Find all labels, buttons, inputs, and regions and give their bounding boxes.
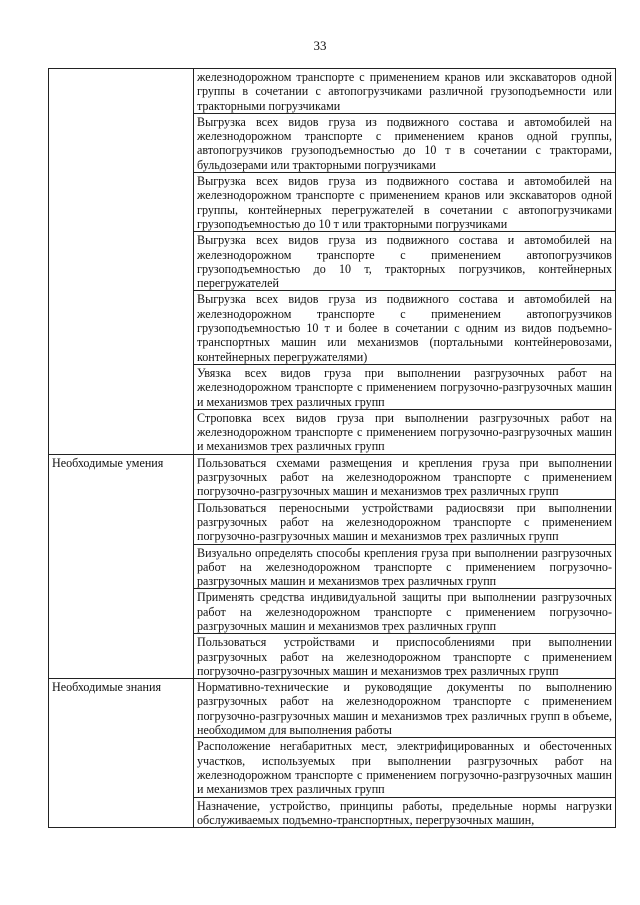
table-cell: Выгрузка всех видов груза из подвижного состава и автомобилей на железнодорожном транспорте с применением автопогрузчиков грузоподъемностью до 10 т, тракторных погрузчиков, контейнерных перегружателей	[194, 232, 616, 291]
table-cell: Применять средства индивидуальной защиты при выполнении разгрузочных работ на железнодорожном транспорте с применением погрузочно-разгрузочных машин и механизмов трех различных групп	[194, 589, 616, 634]
table-row	[49, 454, 616, 499]
table-cell: Назначение, устройство, принципы работы, предельные нормы нагрузки обслуживаемых подъемно-транспортных, перегрузочных машин,	[194, 797, 616, 828]
table-cell: Нормативно-технические и руководящие документы по выполнению разгрузочных работ на железнодорожном транспорте с применением погрузочно-разгрузочных машин и механизмов трех различных групп в объеме, необходимом для выполнения работы	[194, 679, 616, 738]
table-cell: Расположение негабаритных мест, электрифицированных и обесточенных участков, используемых при выполнении разгрузочных работ на железнодорожном транспорте с применением погрузочно-разгрузочных машин и механизмов трех различных групп	[194, 738, 616, 797]
table-cell: Пользоваться переносными устройствами радиосвязи при выполнении разгрузочных работ на железнодорожном транспорте с применением погрузочно-разгрузочных машин и механизмов трех различных групп	[194, 499, 616, 544]
table-row	[49, 69, 616, 114]
table-cell: Пользоваться схемами размещения и крепления груза при выполнении разгрузочных работ на железнодорожном транспорте с применением погрузочно-разгрузочных машин и механизмов трех различных групп	[194, 454, 616, 499]
table-cell: Выгрузка всех видов груза из подвижного состава и автомобилей на железнодорожном транспорте с применением автопогрузчиков грузоподъемностью 10 т и более в сочетании с одним из видов подъемно-транспортных машин или механизмов (портальными контейнеровозами, контейнерных перегружателями)	[194, 291, 616, 364]
table-cell: железнодорожном транспорте с применением кранов или экскаваторов одной группы в сочетании с автопогрузчиками различной грузоподъемности или тракторными погрузчиками	[194, 69, 616, 114]
table-cell: Увязка всех видов груза при выполнении разгрузочных работ на железнодорожном транспорте с применением погрузочно-разгрузочных машин и механизмов трех различных групп	[194, 364, 616, 409]
table-cell: Выгрузка всех видов груза из подвижного состава и автомобилей на железнодорожном транспорте с применением кранов одной группы, автопогрузчиков грузоподъемностью до 10 т в сочетании с тракторами, бульдозерами или тракторными погрузчиками	[194, 113, 616, 172]
table-cell: Визуально определять способы крепления груза при выполнении разгрузочных работ на железнодорожном транспорте с применением погрузочно-разгрузочных машин и механизмов трех различных групп	[194, 544, 616, 589]
section-label-skills: Необходимые умения	[49, 454, 194, 678]
requirements-table	[48, 68, 616, 828]
section-label	[49, 69, 194, 455]
page-number: 33	[313, 38, 327, 53]
table-row	[49, 679, 616, 738]
table-cell: Выгрузка всех видов груза из подвижного состава и автомобилей на железнодорожном транспорте с применением кранов или экскаваторов одной группы, контейнерных перегружателей в сочетании с автопогрузчиками грузоподъемностью до 10 т или тракторными погрузчиками	[194, 173, 616, 232]
table-cell: Строповка всех видов груза при выполнении разгрузочных работ на железнодорожном транспорте с применением погрузочно-разгрузочных машин и механизмов трех различных групп	[194, 409, 616, 454]
table-cell: Пользоваться устройствами и приспособлениями при выполнении разгрузочных работ на железнодорожном транспорте с применением погрузочно-разгрузочных машин и механизмов трех различных групп	[194, 634, 616, 679]
section-label-knowledge: Необходимые знания	[49, 679, 194, 828]
